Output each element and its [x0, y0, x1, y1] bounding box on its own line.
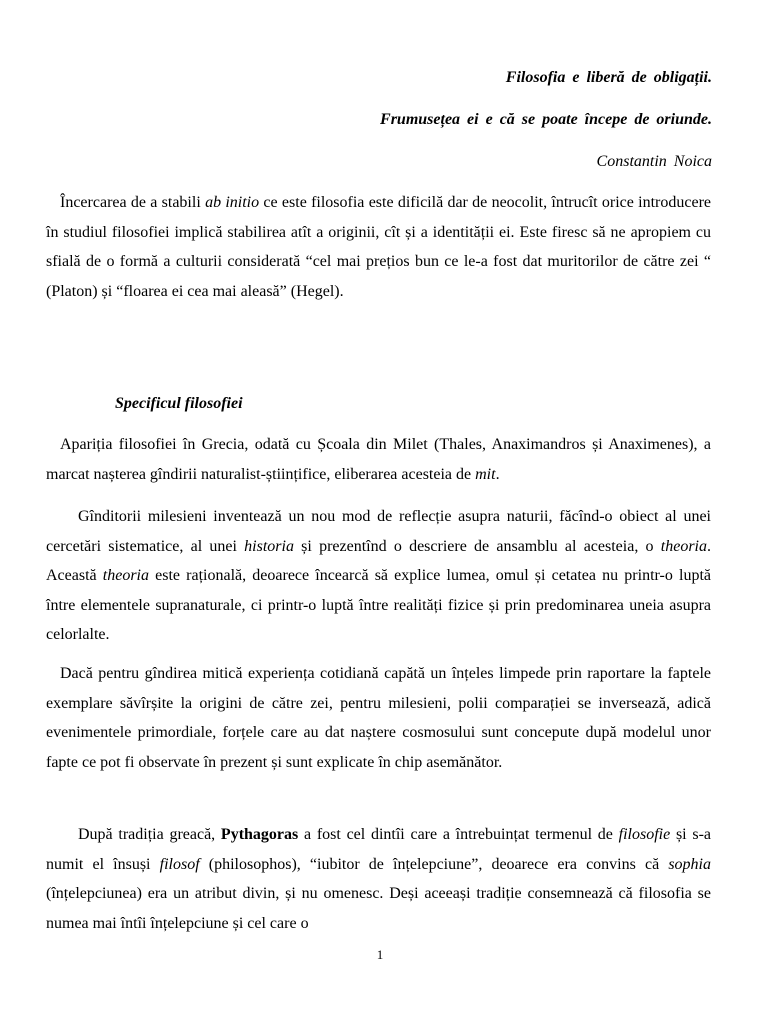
- text-run: a fost cel dintîi care a întrebuințat termenul de: [298, 826, 619, 843]
- text-run: Încercarea de a stabili: [60, 194, 206, 211]
- italic-term: theoria: [660, 537, 707, 555]
- paragraph-pythagoras: [46, 820, 711, 938]
- text-run: și prezentînd o descriere de ansamblu al acesteia, o: [293, 537, 661, 555]
- italic-term: mit: [475, 465, 496, 483]
- text-run: este rațională, deoarece încearcă să explice lumea, omul și cetatea nu printr-o luptă între elementele supranaturale, ci printr-o luptă între realități fizice și prin predominarea uneia asupra celorlalte.: [46, 567, 711, 643]
- page-number: 1: [376, 947, 384, 962]
- paragraph-intro: [46, 188, 711, 306]
- text-run: Apariția filosofiei în Grecia, odată cu Școala din Milet (Thales, Anaximandros și Anaximenes), a marcat nașterea gîndirii naturalist-științifice, eliberarea acesteia de: [46, 436, 711, 483]
- italic-term: sophia: [668, 855, 711, 873]
- text-run: După tradiția greacă,: [78, 826, 221, 843]
- text-run: (înțelepciunea) era un atribut divin, și nu omenesc. Deși aceeași tradiție consemnează că filosofia se numea mai întîi înțelepciune și cel care o: [46, 885, 711, 932]
- text-run: ce este filosofia este dificilă dar de neocolit, întrucît orice introducere în studiul filosofiei implică stabilirea atît a originii, cît și a identității ei. Este firesc să ne apropiem cu sfială de o formă a culturii considerată “cel mai prețios bun ce le-a fost dat muritorilor de către zei “ (Platon) și “floarea ei cea mai aleasă” (Hegel).: [46, 194, 712, 300]
- section-heading: Specificul filosofiei: [115, 395, 243, 412]
- motto-line-1: Filosofia e liberă de obligații.: [505, 69, 712, 86]
- text-run: Dacă pentru gîndirea mitică experiența cotidiană capătă un înțeles limpede prin raportare la faptele exemplare săvîrșite la origini de către zei, pentru milesieni, polii comparației se inversează, adică evenimentele primordiale, forțele care au dat naștere cosmosului sunt concepute după modelul unor fapte ce pot fi observate în prezent și sunt explicate în chip asemănător.: [46, 665, 711, 771]
- italic-term: filosofie: [618, 826, 671, 843]
- text-run: și s-a numit el însuși: [46, 826, 712, 873]
- motto-author: Constantin Noica: [596, 153, 712, 170]
- italic-term: ab initio: [205, 194, 260, 211]
- motto-line-2: Frumusețea ei e că se poate începe de oriunde.: [380, 111, 712, 128]
- italic-term: filosof: [159, 855, 200, 873]
- paragraph-milesians: [46, 502, 711, 650]
- text-run: Gînditorii milesieni inventează un nou mod de reflecție asupra naturii, făcînd-o obiect al unei cercetări sistematice, al unei: [46, 508, 711, 555]
- text-run: .: [495, 465, 500, 483]
- bold-term: Pythagoras: [220, 826, 299, 843]
- text-run: . Această: [46, 537, 711, 584]
- text-run: (philosophos), “iubitor de înțelepciune”, deoarece era convins că: [199, 855, 669, 873]
- paragraph-myth: [46, 659, 711, 777]
- italic-term: theoria: [102, 567, 149, 584]
- italic-term: historia: [244, 537, 294, 555]
- paragraph-origin: [46, 430, 711, 489]
